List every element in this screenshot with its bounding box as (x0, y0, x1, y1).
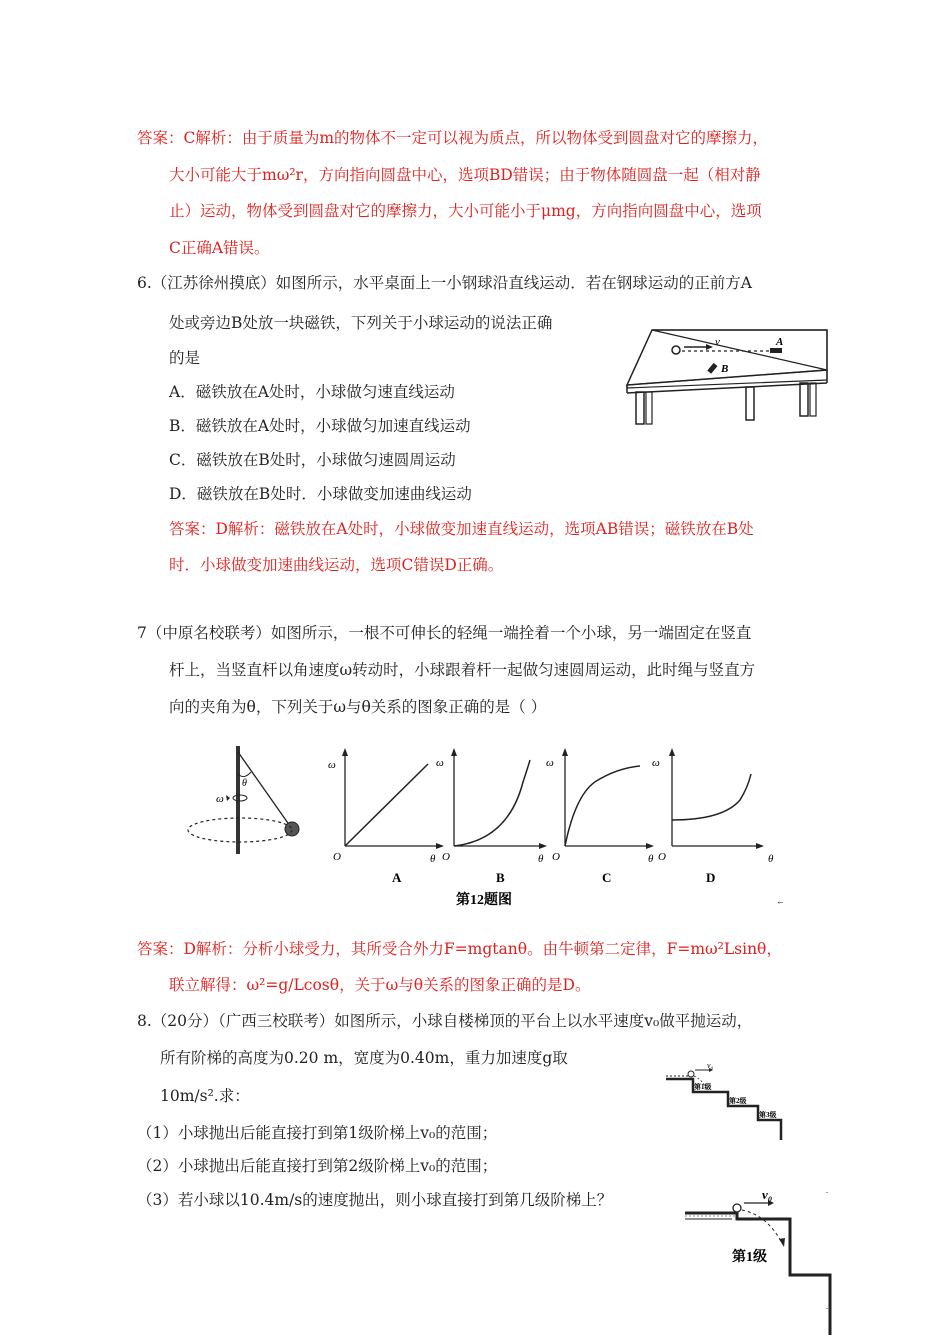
q6-answer-line-2: 时．小球做变加速曲线运动，选项C错误D正确。 (169, 556, 504, 574)
svg-text:O: O (552, 851, 560, 863)
q7-answer-line-1: 答案：D解析：分析小球受力，其所受合外力F=mgtanθ。由牛顿第二定律，F=mω²Lsinθ， (137, 940, 782, 958)
svg-text:θ: θ (538, 853, 544, 865)
svg-text:θ: θ (430, 853, 436, 865)
q5-answer-line-1: 答案：C解析：由于质量为m的物体不一定可以视为质点，所以物体受到圆盘对它的摩擦力， (137, 129, 769, 147)
figure-caption: 第12题图 (456, 893, 512, 908)
q5-answer-line-2: 大小可能大于mω²r，方向指向圆盘中心，选项BD错误；由于物体随圆盘一起（相对静 (169, 166, 761, 184)
svg-text:ω: ω (652, 757, 660, 769)
velocity-label: v (715, 336, 720, 348)
small-step-1-label: 第1级 (694, 1083, 712, 1091)
q5-answer-line-3: 止）运动，物体受到圆盘对它的摩擦力，大小可能小于μmg，方向指向圆盘中心，选项 (169, 202, 762, 220)
small-step-2-label: 第2级 (729, 1097, 747, 1105)
svg-text:ω: ω (546, 757, 554, 769)
theta-label: θ (242, 778, 247, 789)
svg-text:O: O (658, 851, 666, 863)
q8-stem-line-3: 10m/s².求： (160, 1087, 250, 1105)
magnet-b (707, 363, 717, 374)
q8-small-stairs-figure (663, 1060, 788, 1145)
graph-a (328, 748, 444, 885)
arrow-mark: ← (776, 896, 785, 906)
graph-c-label: C (602, 870, 612, 885)
q7-stem-line-1: 7（中原名校联考）如图所示，一根不可伸长的轻绳一端拴着一个小球，另一端固定在竖直 (137, 624, 752, 642)
label-a: A (776, 336, 784, 348)
q8-stem-line-2: 所有阶梯的高度为0.20 m，宽度为0.40m，重力加速度g取 (160, 1049, 568, 1067)
svg-text:.: . (826, 1302, 828, 1311)
q8-stem-line-1: 8.（20分）（广西三校联考）如图所示，小球自楼梯顶的平台上以水平速度v₀做平抛运动， (137, 1012, 753, 1030)
graph-c (546, 748, 654, 885)
graph-b-label: B (496, 870, 505, 885)
q7-answer-line-2: 联立解得：ω²=g/Lcosθ，关于ω与θ关系的图象正确的是D。 (169, 976, 591, 994)
q8-part-3: （3）若小球以10.4m/s的速度抛出，则小球直接打到第几级阶梯上？ (137, 1191, 613, 1209)
svg-text:O: O (442, 851, 450, 863)
svg-text:O: O (333, 851, 341, 863)
graph-d-label: D (706, 870, 716, 885)
q6-option-b: B．磁铁放在A处时，小球做匀加速直线运动 (169, 417, 471, 435)
svg-text:θ: θ (648, 853, 654, 865)
svg-text:ω: ω (328, 759, 336, 771)
pendulum-diagram (188, 746, 299, 854)
q8-part-2: （2）小球抛出后能直接打到第2级阶梯上v₀的范围； (137, 1157, 498, 1175)
large-step-1-label: 第1级 (732, 1250, 767, 1265)
graph-d (652, 748, 774, 885)
q6-option-d: D．磁铁放在B处时．小球做变加速曲线运动 (169, 485, 472, 503)
svg-text:.: . (826, 1186, 828, 1195)
q7-stem-line-2: 杆上，当竖直杆以角速度ω转动时，小球跟着杆一起做匀速圆周运动，此时绳与竖直方 (169, 661, 756, 679)
q6-table-figure (622, 325, 840, 430)
q6-option-a: A．磁铁放在A处时，小球做匀速直线运动 (169, 383, 455, 401)
ball (733, 1204, 741, 1212)
svg-text:θ: θ (768, 853, 774, 865)
small-step-3-label: 第3级 (759, 1111, 777, 1119)
q6-answer-line-1: 答案：D解析：磁铁放在A处时，小球做变加速直线运动，选项AB错误；磁铁放在B处 (169, 520, 754, 538)
small-v0-label: v₀ (707, 1061, 714, 1070)
graph-b (436, 748, 547, 885)
q7-stem-line-3: 向的夹角为θ，下列关于ω与θ关系的图象正确的是（ ） (169, 698, 547, 716)
q7-figure (178, 742, 788, 912)
q8-part-1: （1）小球抛出后能直接打到第1级阶梯上v₀的范围； (137, 1124, 498, 1142)
label-b: B (721, 363, 729, 375)
q6-option-c: C．磁铁放在B处时，小球做匀速圆周运动 (169, 451, 456, 469)
q6-stem-line-1: 6.（江苏徐州摸底）如图所示，水平桌面上一小钢球沿直线运动．若在钢球运动的正前方A (137, 274, 752, 292)
large-v0-label: v₀ (762, 1187, 773, 1202)
steel-ball (672, 346, 680, 354)
q6-stem-line-2: 处或旁边B处放一块磁铁，下列关于小球运动的说法正确 (169, 314, 553, 332)
svg-text:ω: ω (436, 757, 444, 769)
graph-a-label: A (392, 870, 402, 885)
q6-stem-line-3: 的是 (169, 349, 201, 367)
q5-answer-line-4: C正确A错误。 (169, 239, 270, 257)
omega-label: ω (216, 793, 224, 805)
q8-large-stairs-figure (682, 1183, 840, 1338)
magnet-a (770, 348, 782, 353)
